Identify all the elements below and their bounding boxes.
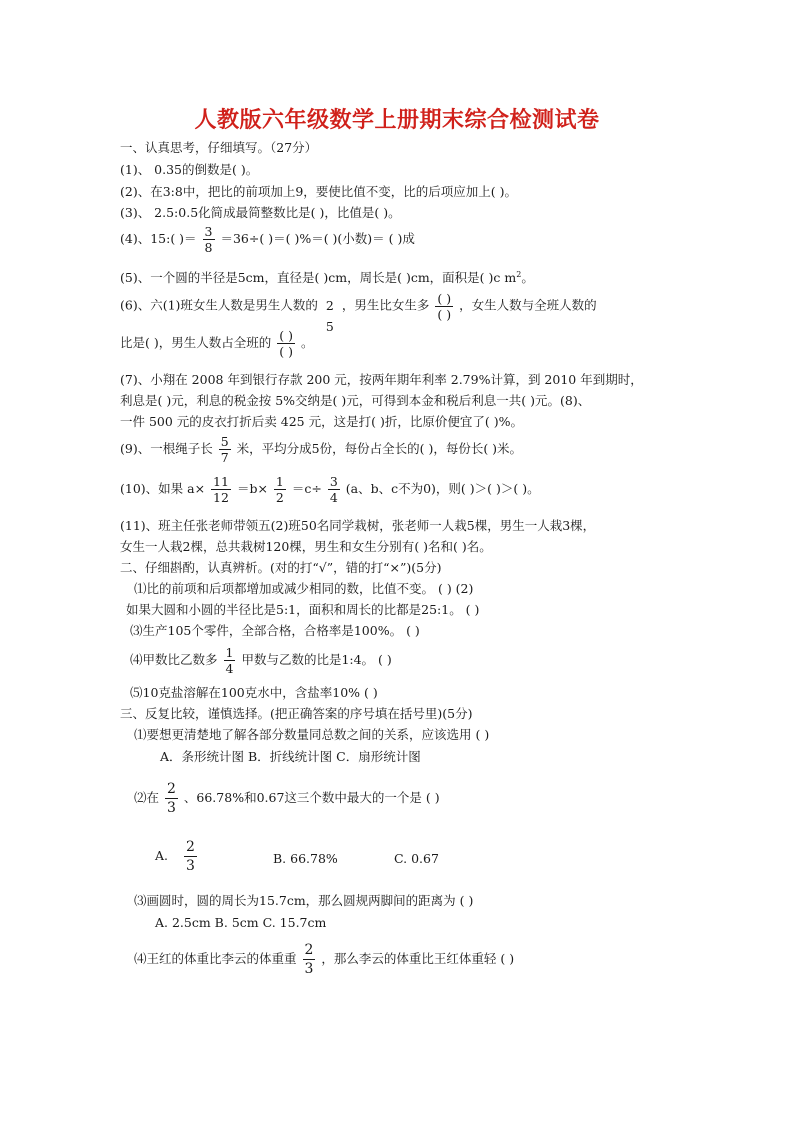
fraction-denominator: 3 (167, 800, 176, 816)
question-9-start: (9)、一根绳子长 (120, 441, 213, 456)
fraction-denominator: 4 (225, 661, 234, 676)
fraction-numerator: 2 (304, 942, 314, 958)
choice-3-options: A. 2.5cm B. 5cm C. 15.7cm (155, 915, 327, 930)
fraction-blank (435, 291, 453, 322)
fraction-denominator: 3 (304, 961, 314, 977)
question-6-ratio: 比是( )，男生人数占全班的 (120, 335, 272, 350)
fraction-numerator: 1 (225, 645, 234, 660)
fraction-numerator: 2 (167, 781, 176, 797)
question-7-line-1: (7)、小翔在 2008 年到银行存款 200 元，按两年期年利率 2.79%计算，到 2010 年到期时， (120, 372, 643, 387)
fraction-numerator-blank: ( ) (279, 328, 293, 343)
fraction-2-3 (184, 838, 197, 875)
judge-5: ⑸10克盐溶解在100克水中，含盐率10% ( ) (130, 685, 378, 700)
question-6-start: (6)、六(1)班女生人数是男生人数的 (120, 297, 318, 313)
choice-1-options: A．条形统计图 B．折线统计图 C．扇形统计图 (160, 749, 421, 764)
choice-4-end: ，那么李云的体重比王红体重轻 ( ) (321, 951, 515, 966)
fraction-2-5 (324, 298, 336, 334)
question-10-b: ＝b× (236, 481, 268, 496)
fraction-numerator: 2 (325, 298, 334, 313)
fraction-numerator: 5 (220, 434, 229, 449)
fraction-numerator-blank: ( ) (437, 290, 452, 306)
fraction-5-7 (219, 434, 231, 465)
question-10-c: ＝c÷ (291, 481, 322, 496)
question-8: 一件 500 元的皮衣打折后卖 425 元，这是打( )折，比原价便宜了( )%。 (120, 414, 523, 429)
section-1-heading: 一、认真思考，仔细填写。（27分） (120, 140, 318, 155)
square-superscript: 2 (516, 270, 522, 279)
question-10 (120, 474, 540, 505)
fraction-numerator: 2 (186, 839, 195, 855)
fraction-numerator: 3 (329, 474, 338, 489)
fraction-numerator: 3 (204, 224, 213, 239)
choice-2-start: ⑵在 (134, 790, 160, 805)
question-6 (120, 288, 597, 334)
question-5 (120, 267, 534, 286)
choice-4 (134, 941, 514, 978)
fraction-numerator: 11 (213, 474, 229, 489)
option-a-label: A. (155, 848, 169, 863)
choice-3: ⑶画圆时，圆的周长为15.7cm，那么圆规两脚间的距离为 ( ) (134, 893, 474, 908)
choice-2 (134, 780, 440, 817)
fraction-1-4 (224, 645, 236, 676)
judge-4 (130, 645, 392, 676)
question-10-end: (a、b、c不为0)，则( )＞( )＞( )。 (345, 481, 540, 496)
fraction-denominator: 4 (329, 490, 338, 505)
fraction-11-12 (211, 474, 231, 505)
question-10-start: (10)、如果 a× (120, 481, 206, 496)
judge-1: ⑴比的前项和后项都增加或减少相同的数，比值不变。 ( ) (2) (134, 581, 474, 596)
question-6-end: 。 (300, 335, 314, 350)
judge-2: 如果大圆和小圆的半径比是5:1，面积和周长的比都是25:1。 ( ) (126, 602, 480, 617)
choice-1: ⑴要想更清楚地了解各部分数量同总数之间的关系，应该选用 ( ) (134, 727, 490, 742)
question-11-line-2: 女生一人栽2棵，总共栽树120棵，男生和女生分别有( )名和( )名。 (120, 539, 492, 554)
question-4-end: ＝36÷( )＝( )%＝( )(小数)＝ ( )成 (220, 231, 415, 246)
fraction-blank (277, 328, 295, 359)
question-3: (3)、 2.5:0.5化简成最简整数比是( )，比值是( )。 (120, 205, 401, 220)
fraction-denominator: 5 (325, 319, 334, 334)
judge-3: ⑶生产105个零件，全部合格，合格率是100%。 ( ) (130, 623, 420, 638)
exam-title: 人教版六年级数学上册期末综合检测试卷 (194, 108, 600, 133)
question-4 (120, 224, 415, 255)
fraction-denominator-blank: ( ) (279, 344, 293, 359)
question-9-end: 米，平均分成5份，每份占全长的( )，每份长( )米。 (236, 441, 523, 456)
question-6-tail: ，女生人数与全班人数的 (459, 297, 597, 313)
fraction-denominator: 12 (213, 490, 229, 505)
question-5-text: (5)、一个圆的半径是5cm，直径是( )cm，周长是( )cm，面积是( )c m (120, 270, 517, 286)
fraction-1-2 (274, 474, 286, 505)
fraction-2-3 (303, 941, 316, 978)
section-3-heading: 三、反复比较，谨慎选择。(把正确答案的序号填在括号里)(5分) (120, 706, 473, 721)
question-2: (2)、在3:8中，把比的前项加上9，要使比值不变，比的后项应加上( )。 (120, 184, 518, 199)
judge-4-end: 甲数与乙数的比是1:4。 ( ) (241, 652, 392, 667)
question-4-start: (4)、15:( )＝ (120, 231, 197, 246)
section-2-heading: 二、仔细斟酌，认真辨析。(对的打“√”，错的打“×”)(5分) (120, 560, 442, 575)
choice-2-end: 、66.78%和0.67这三个数中最大的一个是 ( ) (183, 790, 440, 805)
fraction-3-4 (328, 474, 340, 505)
fraction-2-3 (165, 780, 178, 817)
question-1: (1)、 0.35的倒数是( )。 (120, 162, 259, 177)
choice-2-option-b: B. 66.78% (273, 851, 338, 866)
choice-2-option-c: C. 0.67 (394, 851, 439, 866)
choice-2-option-a (155, 838, 199, 875)
fraction-denominator: 3 (186, 858, 195, 874)
fraction-numerator: 1 (275, 474, 284, 489)
question-5-end: 。 (521, 270, 534, 286)
fraction-3-8 (203, 224, 215, 255)
fraction-denominator: 2 (275, 490, 284, 505)
fraction-denominator-blank: ( ) (437, 306, 452, 322)
choice-4-start: ⑷王红的体重比李云的体重重 (134, 951, 297, 966)
question-6-continued (120, 328, 313, 359)
question-9 (120, 434, 522, 465)
question-6-mid: ，男生比女生多 (341, 297, 430, 313)
judge-4-start: ⑷甲数比乙数多 (130, 652, 218, 667)
question-11-line-1: (11)、班主任张老师带领五(2)班50名同学栽树，张老师一人栽5棵，男生一人栽3棵， (120, 518, 596, 533)
question-7-line-2: 利息是( )元，利息的税金按 5%交纳是( )元，可得到本金和税后利息一共( )元。(8)、 (120, 393, 591, 408)
fraction-denominator: 8 (204, 240, 213, 255)
fraction-denominator: 7 (220, 450, 229, 465)
